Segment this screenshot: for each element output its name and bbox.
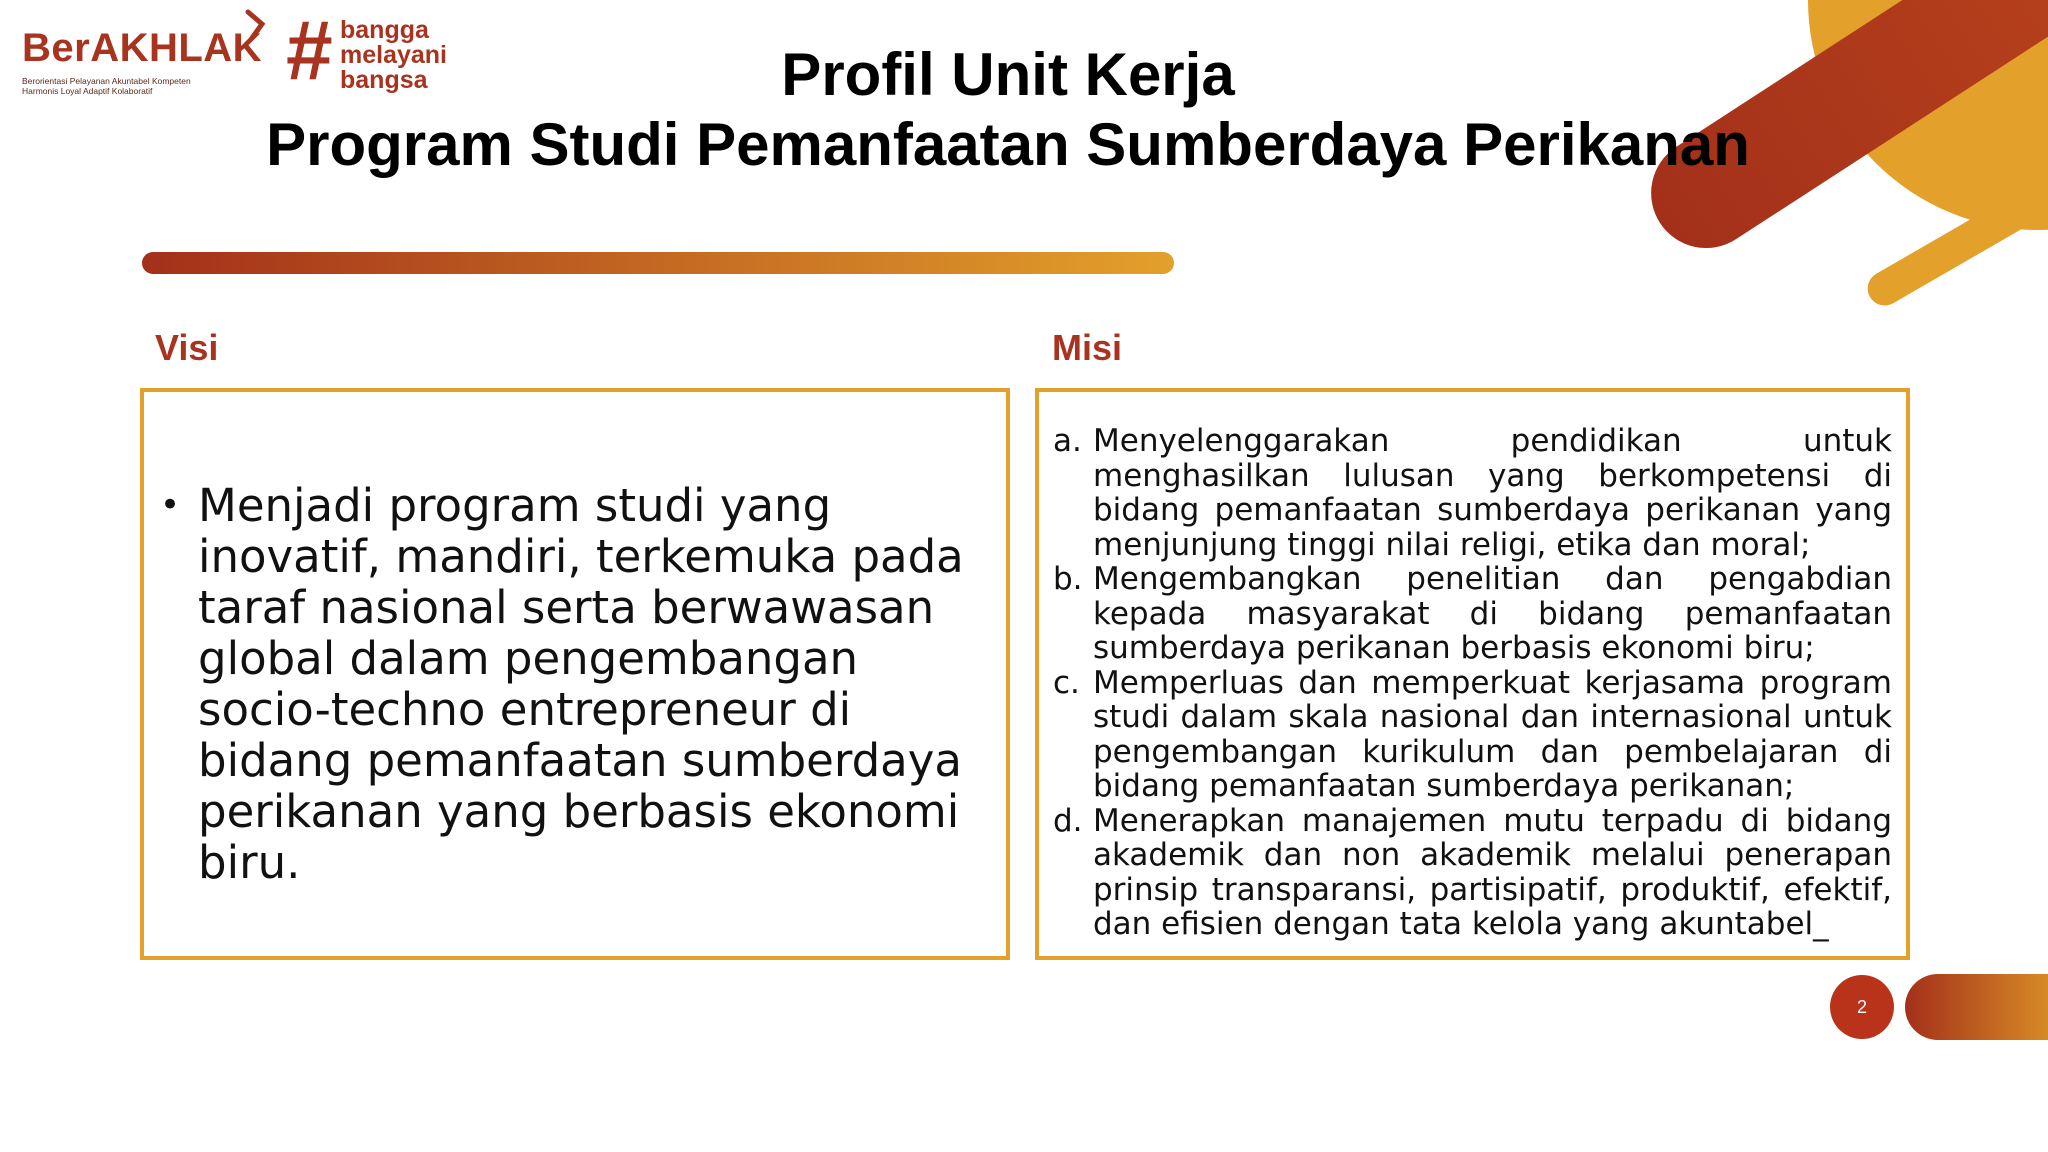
hashtag-icon: #: [286, 3, 333, 97]
page-subtitle: Program Studi Pemanfaatan Sumberdaya Perikanan: [266, 111, 1750, 178]
decorative-bottom-pill: [1905, 974, 2048, 1040]
page-title: Profil Unit Kerja: [781, 41, 1235, 108]
misi-item-text: Menerapkan manajemen mutu terpadu di bidang akademik dan non akademik melalui penerapan prinsip transparansi, partisipatif, produktif, efektif, dan efisien dengan tata kelola yang akuntabel_: [1093, 802, 1892, 942]
title-underline-bar: [142, 252, 1174, 274]
berakhlak-tagline: Berorientasi Pelayanan Akuntabel Kompeten Harmonis Loyal Adaptif Kolaboratif: [22, 76, 191, 96]
misi-item: [1053, 666, 1892, 804]
misi-item: [1053, 424, 1892, 562]
bangga-logo-words: bangga melayani bangsa: [340, 16, 448, 94]
visi-heading: Visi: [155, 327, 219, 368]
misi-item: [1053, 562, 1892, 666]
chevron-right-icon: [242, 8, 272, 42]
misi-item: [1053, 804, 1892, 942]
bullet-icon: •: [160, 485, 181, 525]
visi-statement: [160, 480, 966, 888]
berakhlak-logo-text: BerAKHLAK: [22, 26, 263, 70]
misi-item-text: Menyelenggarakan pendidikan untuk menghasilkan lulusan yang berkompetensi di bidang pemanfaatan sumberdaya perikanan yang menjunjung tinggi nilai religi, etika dan moral;: [1093, 423, 1892, 563]
misi-item-marker: a.: [1053, 423, 1082, 459]
misi-box: [1035, 388, 1910, 960]
visi-box: [140, 388, 1010, 960]
misi-heading: Misi: [1052, 327, 1123, 368]
misi-item-text: Mengembangkan penelitian dan pengabdian kepada masyarakat di bidang pemanfaatan sumberdaya perikanan berbasis ekonomi biru;: [1093, 561, 1892, 666]
misi-item-text: Memperluas dan memperkuat kerjasama program studi dalam skala nasional dan internasional untuk pengembangan kurikulum dan pembelajaran di bidang pemanfaatan sumberdaya perikanan;: [1093, 664, 1892, 804]
misi-item-marker: c.: [1053, 664, 1080, 701]
misi-item-marker: b.: [1053, 561, 1083, 597]
misi-list: [1053, 424, 1892, 942]
misi-item-marker: d.: [1053, 802, 1083, 839]
visi-text: Menjadi program studi yang inovatif, mandiri, terkemuka pada taraf nasional serta berwawasan global dalam pengembangan socio-techno entrepreneur di bidang pemanfaatan sumberdaya perikanan yang berbasis ekonomi biru.: [198, 479, 964, 889]
page-number-badge: 2: [1830, 975, 1894, 1039]
